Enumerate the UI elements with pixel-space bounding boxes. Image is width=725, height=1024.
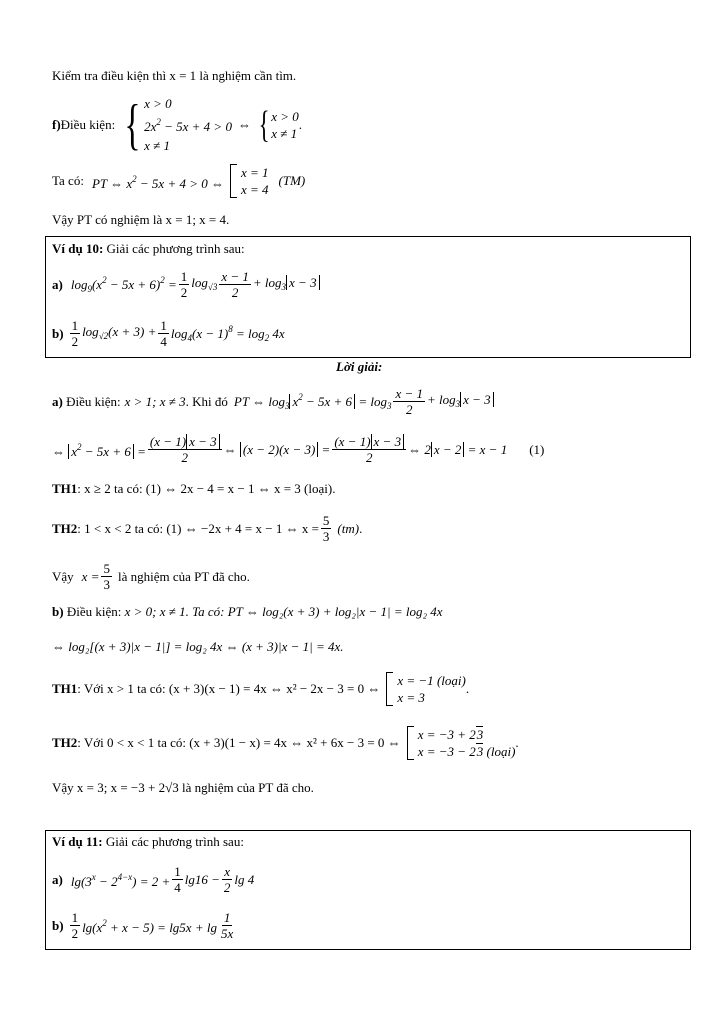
solution-b-case-1: TH1 : Với x > 1 ta có: (x + 3)(x − 1) = 4x ⇔ x² − 2x − 3 = 0 ⇔ x = −1 (loại) x = 3 . xyxy=(52,673,470,705)
solution-a-condition: a) Điều kiện: x > 1; x ≠ 3 . Khi đó PT ⇔ $\log_3 x^2 - 5x + 6 = \log_3$ $\frac{x - 1}{2}$ + $\log_3 x - 3$ xyxy=(52,386,494,417)
example-10-a: a) $\log_9(x^2 - 5x + 6)^2$ = $\frac{1}{2}$ $\log_{√3}$ $\frac{x - 1}{2}$ + $\log_3 x - 3$ xyxy=(52,269,320,300)
text-line-conclusion-f: Vậy PT có nghiệm là x = 1; x = 4. xyxy=(52,212,230,227)
example-10-title: Ví dụ 10: Giải các phương trình sau: xyxy=(52,241,245,256)
solution-b-condition: b) Điều kiện: x > 0; x ≠ 1. Ta có: PT ⇔ log₂(x + 3) + log₂|x − 1| = log₂ 4x xyxy=(52,604,443,619)
solution-a-conclusion: Vậy x = $\frac{5}{3}$ là nghiệm của PT đã cho. xyxy=(52,561,250,592)
part-f-condition: f) Điều kiện: { x > 0 $2x^2 - 5x + 4 > 0$ x ≠ 1 ⇔ { x > 0 x ≠ 1 . xyxy=(52,93,302,156)
solution-a-case-1: TH1: x ≥ 2 ta có: (1) ⇔ 2x − 4 = x − 1 ⇔ x = 3 (loại). xyxy=(52,481,336,496)
solution-a-case-2: TH2 : 1 < x < 2 ta có: (1) ⇔ −2x + 4 = x − 1 ⇔ x = $\frac{5}{3}$ (tm) . xyxy=(52,513,363,544)
solution-b-conclusion: Vậy x = 3; x = −3 + 2√3 là nghiệm của PT đã cho. xyxy=(52,780,314,795)
solution-b-step: ⇔ log₂[(x + 3)|x − 1|] = log₂ 4x ⇔ (x + 3)|x − 1| = 4x. xyxy=(52,639,344,654)
example-11-title: Ví dụ 11: Giải các phương trình sau: xyxy=(52,834,244,849)
solution-a-equivalence: ⇔ $x^2 - 5x + 6$ = $\frac{(x - 1) x - 3}{2}$ ⇔ (x − 2)(x − 3) = $\frac{(x - 1) x - 3}{2}$ ⇔ 2 x − 2 = x − 1 (1) xyxy=(52,434,545,465)
text-line-condition-check: Kiểm tra điều kiện thì x = 1 là nghiệm cần tìm. xyxy=(52,68,297,83)
example-10-b: b) $\frac{1}{2}$ $\log_{√2}(x + 3)$ + $\frac{1}{4}$ $\log_4(x - 1)^8 = \log_2 4x$ xyxy=(52,318,285,349)
text-line-taco-f: Ta có: PT ⇔ $x^2 - 5x + 4 > 0$ ⇔ x = 1 x = 4 (TM) xyxy=(52,165,306,197)
solution-b-case-2: TH2 : Với 0 < x < 1 ta có: (x + 3)(1 − x) = 4x ⇔ x² + 6x − 3 = 0 ⇔ x = −3 + 23 x = −3 − 23 (loại) . xyxy=(52,727,519,759)
example-11-a: a) $\lg(3^x - 2^{4-x}) = 2$ + $\frac{1}{4}$ lg16 − $\frac{x}{2}$ lg 4 xyxy=(52,864,255,895)
example-11-b: b) $\frac{1}{2}$ $\lg(x^2 + x - 5) = \lg 5x + \lg$ $\frac{1}{5x}$ xyxy=(52,910,234,941)
solution-heading: Lời giải: xyxy=(336,359,383,374)
